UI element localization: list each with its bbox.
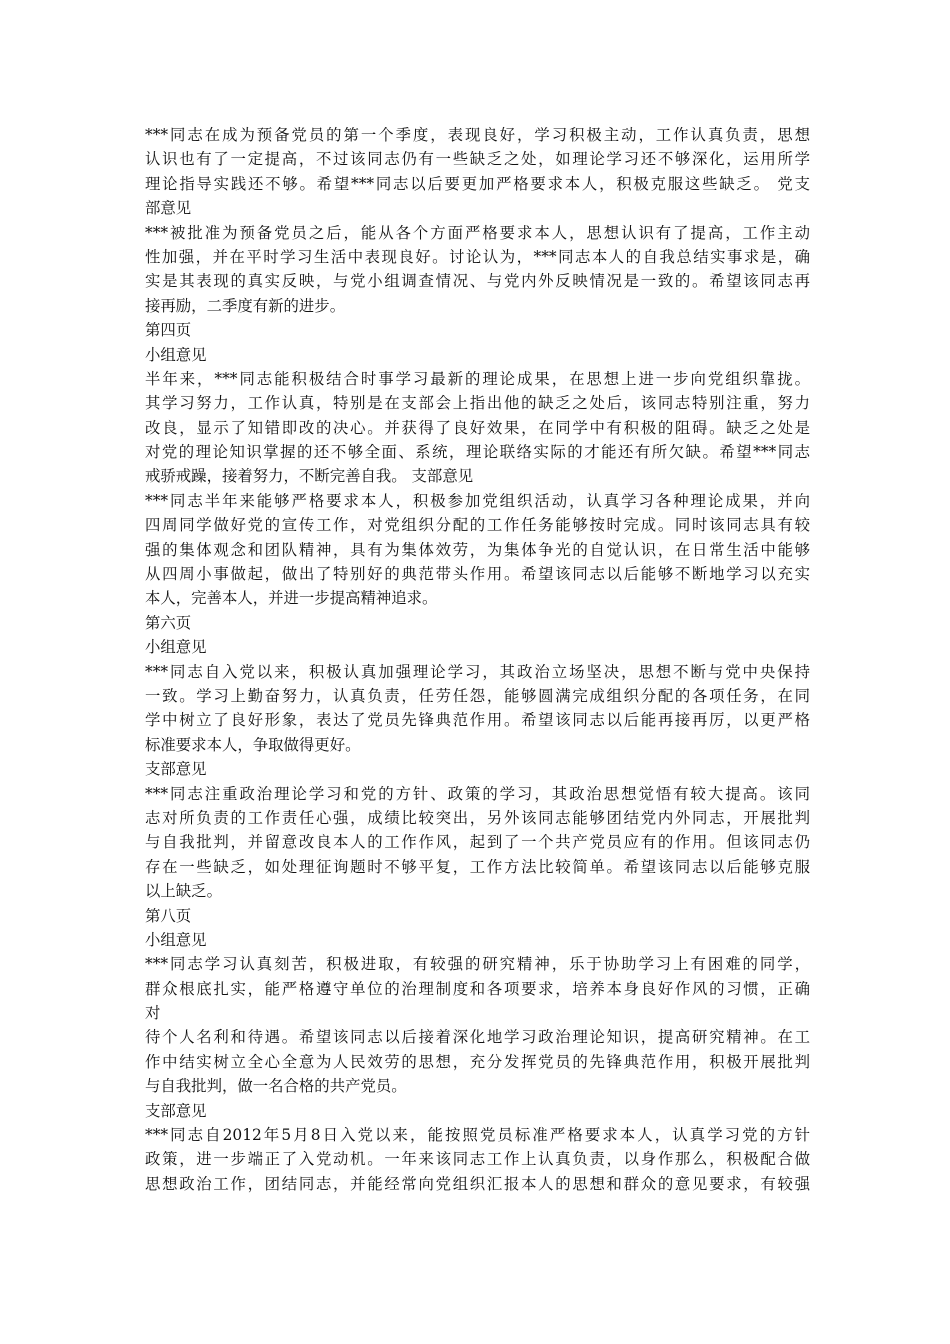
- section-heading: 支部意见: [145, 760, 207, 779]
- text-line: 志对所负责的工作责任心强，成绩比较突出，另外该同志能够团结党内外同志，开展批判: [145, 808, 810, 827]
- text-line: 以上缺乏。: [145, 882, 222, 901]
- text-line: 改良，显示了知错即改的决心。并获得了良好效果，在同学中有积极的阻碍。缺乏之处是: [145, 418, 810, 437]
- section-heading: 小组意见: [145, 930, 207, 949]
- text-line: 戒骄戒躁，接着努力，不断完善自我。 支部意见: [145, 467, 474, 486]
- text-line: 半年来，***同志能积极结合时事学习最新的理论成果，在思想上进一步向党组织靠拢。: [145, 369, 810, 388]
- text-line: 对党的理论知识掌握的还不够全面、系统，理论联络实际的才能还有所欠缺。希望***同志: [145, 443, 810, 462]
- text-line: ***同志在成为预备党员的第一个季度，表现良好，学习积极主动，工作认真负责，思想: [145, 126, 810, 144]
- text-line: 与自我批判，并留意改良本人的工作作风，起到了一个共产党员应有的作用。但该同志仍: [145, 833, 810, 852]
- text-line: 部意见: [145, 199, 192, 218]
- text-line: ***同志自入党以来，积极认真加强理论学习，其政治立场坚决，思想不断与党中央保持: [145, 662, 810, 681]
- text-line: 四周同学做好党的宣传工作，对党组织分配的工作任务能够按时完成。同时该同志具有较: [145, 516, 810, 535]
- text-line: 实是其表现的真实反映，与党小组调查情况、与党内外反映情况是一致的。希望该同志再: [145, 272, 810, 291]
- page-heading: 第六页: [145, 613, 192, 632]
- text-line: ***同志半年来能够严格要求本人，积极参加党组织活动，认真学习各种理论成果，并向: [145, 491, 810, 510]
- document-body: [145, 123, 810, 1196]
- text-line: 认识也有了一定提高，不过该同志仍有一些缺乏之处，如理论学习还不够深化，运用所学: [145, 150, 810, 169]
- text-line: ***同志自2012年5月8日入党以来，能按照党员标准严格要求本人，认真学习党的方针: [145, 1126, 810, 1145]
- text-line: 一致。学习上勤奋努力，认真负责，任劳任怨，能够圆满完成组织分配的各项任务，在同: [145, 686, 810, 705]
- text-line: 本人，完善本人，并进一步提高精神追求。: [145, 589, 438, 608]
- text-line: 从四周小事做起，做出了特别好的典范带头作用。希望该同志以后能够不断地学习以充实: [145, 565, 810, 584]
- text-line: 思想政治工作，团结同志，并能经常向党组织汇报本人的思想和群众的意见要求，有较强: [145, 1174, 810, 1193]
- text-line: 性加强，并在平时学习生活中表现良好。讨论认为，***同志本人的自我总结实事求是，确: [145, 247, 810, 266]
- page-heading: 第八页: [145, 906, 192, 925]
- text-line: ***同志学习认真刻苦，积极进取，有较强的研究精神，乐于协助学习上有困难的同学，: [145, 955, 810, 974]
- text-line: 学中树立了良好形象，表达了党员先锋典范作用。希望该同志以后能再接再厉，以更严格: [145, 711, 810, 730]
- section-heading: 支部意见: [145, 1101, 207, 1120]
- text-line: 群众根底扎实，能严格遵守单位的治理制度和各项要求，培养本身良好作风的习惯，正确: [145, 979, 810, 998]
- text-line: 存在一些缺乏，如处理征询题时不够平复，工作方法比较简单。希望该同志以后能够克服: [145, 857, 810, 876]
- section-heading: 小组意见: [145, 345, 207, 364]
- text-line: 政策，进一步端正了入党动机。一年来该同志工作上认真负责，以身作那么，积极配合做: [145, 1150, 810, 1169]
- text-line: 理论指导实践还不够。希望***同志以后要更加严格要求本人，积极克服这些缺乏。 党支: [145, 174, 810, 193]
- text-line: 与自我批判，做一名合格的共产党员。: [145, 1077, 407, 1096]
- text-line: 其学习努力，工作认真，特别是在支部会上指出他的缺乏之处后，该同志特别注重，努力: [145, 394, 810, 413]
- text-line: 对: [145, 1004, 161, 1023]
- text-line: ***被批准为预备党员之后，能从各个方面严格要求本人，思想认识有了提高，工作主动: [145, 223, 810, 242]
- text-line: ***同志注重政治理论学习和党的方针、政策的学习，其政治思想觉悟有较大提高。该同: [145, 784, 810, 803]
- text-line: 作中结实树立全心全意为人民效劳的思想，充分发挥党员的先锋典范作用，积极开展批判: [145, 1052, 810, 1071]
- section-heading: 小组意见: [145, 638, 207, 657]
- text-line: 接再励，二季度有新的进步。: [145, 296, 346, 315]
- page-heading: 第四页: [145, 321, 192, 340]
- text-line: 强的集体观念和团队精神，具有为集体效劳，为集体争光的自觉认识，在日常生活中能够: [145, 540, 810, 559]
- text-line: 待个人名利和待遇。希望该同志以后接着深化地学习政治理论知识，提高研究精神。在工: [145, 1028, 810, 1047]
- text-line: 标准要求本人，争取做得更好。: [145, 735, 361, 754]
